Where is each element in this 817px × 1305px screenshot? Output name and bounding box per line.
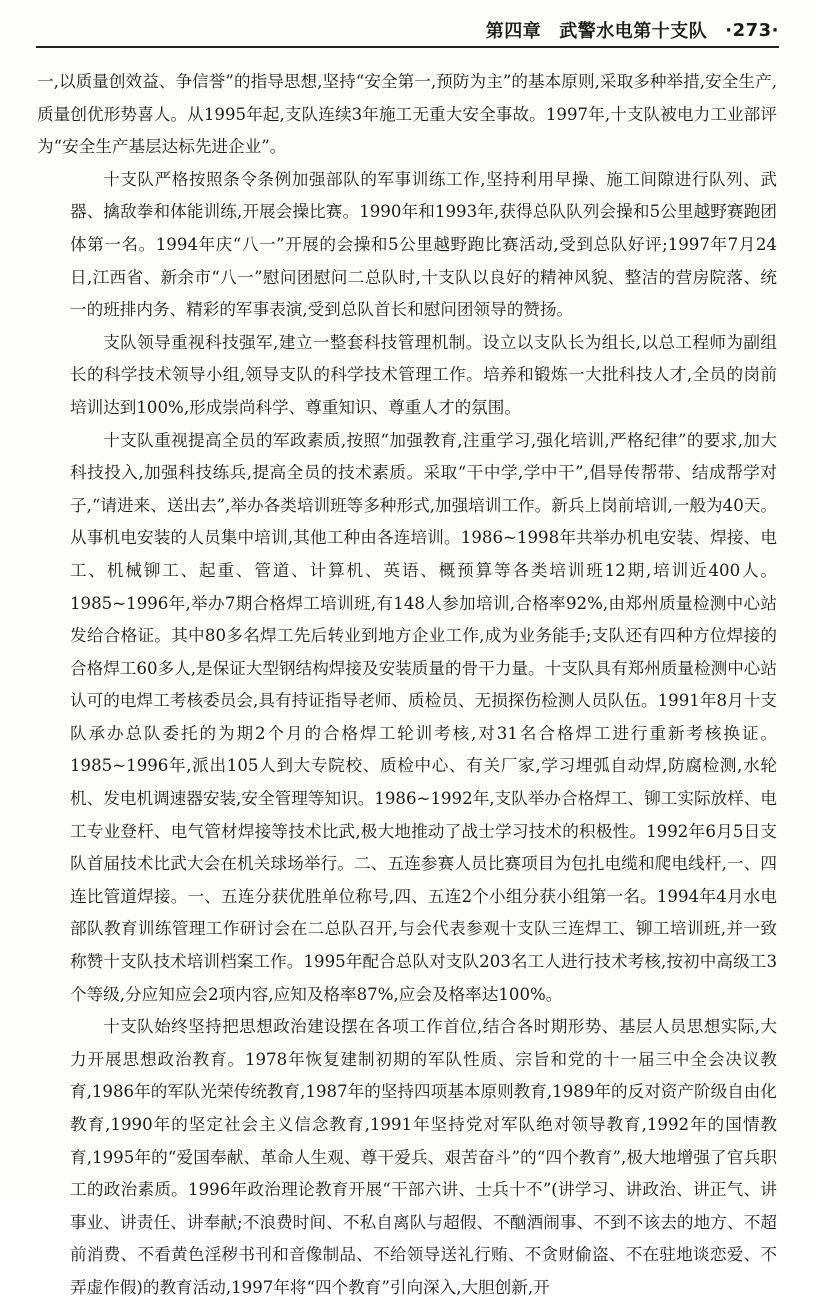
paragraph-political-education: 十支队始终坚持把思想政治建设摆在各项工作首位,结合各时期形势、基层人员思想实际,大力开展思想政治教育。1978年恢复建制初期的军队性质、宗旨和党的十一届三中全会决议教育,1986年的军队光荣传统教育,1987年的坚持四项基本原则教育,1989年的反对资产阶级自由化教育,1990年的坚定社会主义信念教育,1991年坚持党对军队绝对领导教育,1992年的国情教育,1995年的“爱国奉献、革命人生观、尊干爱兵、艰苦奋斗”的“四个教育”,极大地增强了官兵职工的政治素质。1996年政治理论教育开展“干部六讲、士兵十不”(讲学习、讲政治、讲正气、讲事业、讲责任、讲奉献;不浪费时间、不私自离队与超假、不酗酒闹事、不到不该去的地方、不超前消费、不看黄色淫秽书刊和音像制品、不给领导送礼行贿、不贪财偷盗、不在驻地谈恋爱、不弄虚作假)的教育活动,1997年将“四个教育”引向深入,大胆创新,开 — [70, 1017, 777, 1297]
page-number: ·273· — [725, 19, 779, 41]
chapter-label: 第四章 — [485, 21, 542, 42]
paragraph-skills-training: 十支队重视提高全员的军政素质,按照“加强教育,注重学习,强化培训,严格纪律”的要求,加大科技投入,加强科技练兵,提高全员的技术素质。采取“干中学,学中干”,倡导传帮带、结成帮学对子,“请进来、送出去”,举办各类培训班等多种形式,加强培训工作。新兵上岗前培训,一般为40天。从事机电安装的人员集中培训,其他工种由各连培训。1986~1998年共举办机电安装、焊接、电工、机械铆工、起重、管道、计算机、英语、概预算等各类培训班12期,培训近400人。1985~1996年,举办7期合格焊工培训班,有148人参加培训,合格率92%,由郑州质量检测中心站发给合格证。其中80多名焊工先后转业到地方企业工作,成为业务能手;支队还有四种方位焊接的合格焊工60多人,是保证大型钢结构焊接及安装质量的骨干力量。十支队具有郑州质量检测中心站认可的电焊工考核委员会,具有持证指导老师、质检员、无损探伤检测人员队伍。1991年8月十支队承办总队委托的为期2个月的合格焊工轮训考核,对31名合格焊工进行重新考核换证。1985~1996年,派出105人到大专院校、质检中心、有关厂家,学习埋弧自动焊,防腐检测,水轮机、发电机调速器安装,安全管理等知识。1986~1992年,支队举办合格焊工、铆工实际放样、电工专业登杆、电气管材焊接等技术比武,极大地推动了战士学习技术的积极性。1992年6月5日支队首届技术比武大会在机关球场举行。二、五连参赛人员比赛项目为包扎电缆和爬电线杆,一、四连比管道焊接。一、五连分获优胜单位称号,四、五连2个小组分获小组第一名。1994年4月水电部队教育训练管理工作研讨会在二总队召开,与会代表参观十支队三连焊工、铆工培训班,并一致称赞十支队技术培训档案工作。1995年配合总队对支队203名工人进行技术考核,按初中高级工3个等级,分应知应会2项内容,应知及格率87%,应会及格率达100%。 — [70, 430, 777, 1004]
section-title: 武警水电第十支队 — [559, 21, 708, 42]
body-text — [37, 66, 777, 1305]
paragraph-continued: 一,以质量创效益、争信誉”的指导思想,坚持“安全第一,预防为主”的基本原则,采取多种举措,安全生产,质量创优形势喜人。从1995年起,支队连续3年施工无重大安全事故。1997年,十支队被电力工业部评为“安全生产基层达标先进企业”。 — [37, 72, 777, 157]
paragraph-science-tech: 支队领导重视科技强军,建立一整套科技管理机制。设立以支队长为组长,以总工程师为副组长的科学技术领导小组,领导支队的科学技术管理工作。培养和锻炼一大批科技人才,全员的岗前培训达到100%,形成崇尚科学、尊重知识、尊重人才的氛围。 — [70, 332, 777, 417]
running-header — [36, 14, 779, 48]
paragraph-military-training: 十支队严格按照条令条例加强部队的军事训练工作,坚持利用早操、施工间隙进行队列、武器、擒敌拳和体能训练,开展会操比赛。1990年和1993年,获得总队队列会操和5公里越野赛跑团体第一名。1994年庆“八一”开展的会操和5公里越野跑比赛活动,受到总队好评;1997年7月24日,江西省、新余市“八一”慰问团慰问二总队时,十支队以良好的精神风貌、整洁的营房院落、统一的班排内务、精彩的军事表演,受到总队首长和慰问团领导的赞扬。 — [70, 169, 777, 320]
